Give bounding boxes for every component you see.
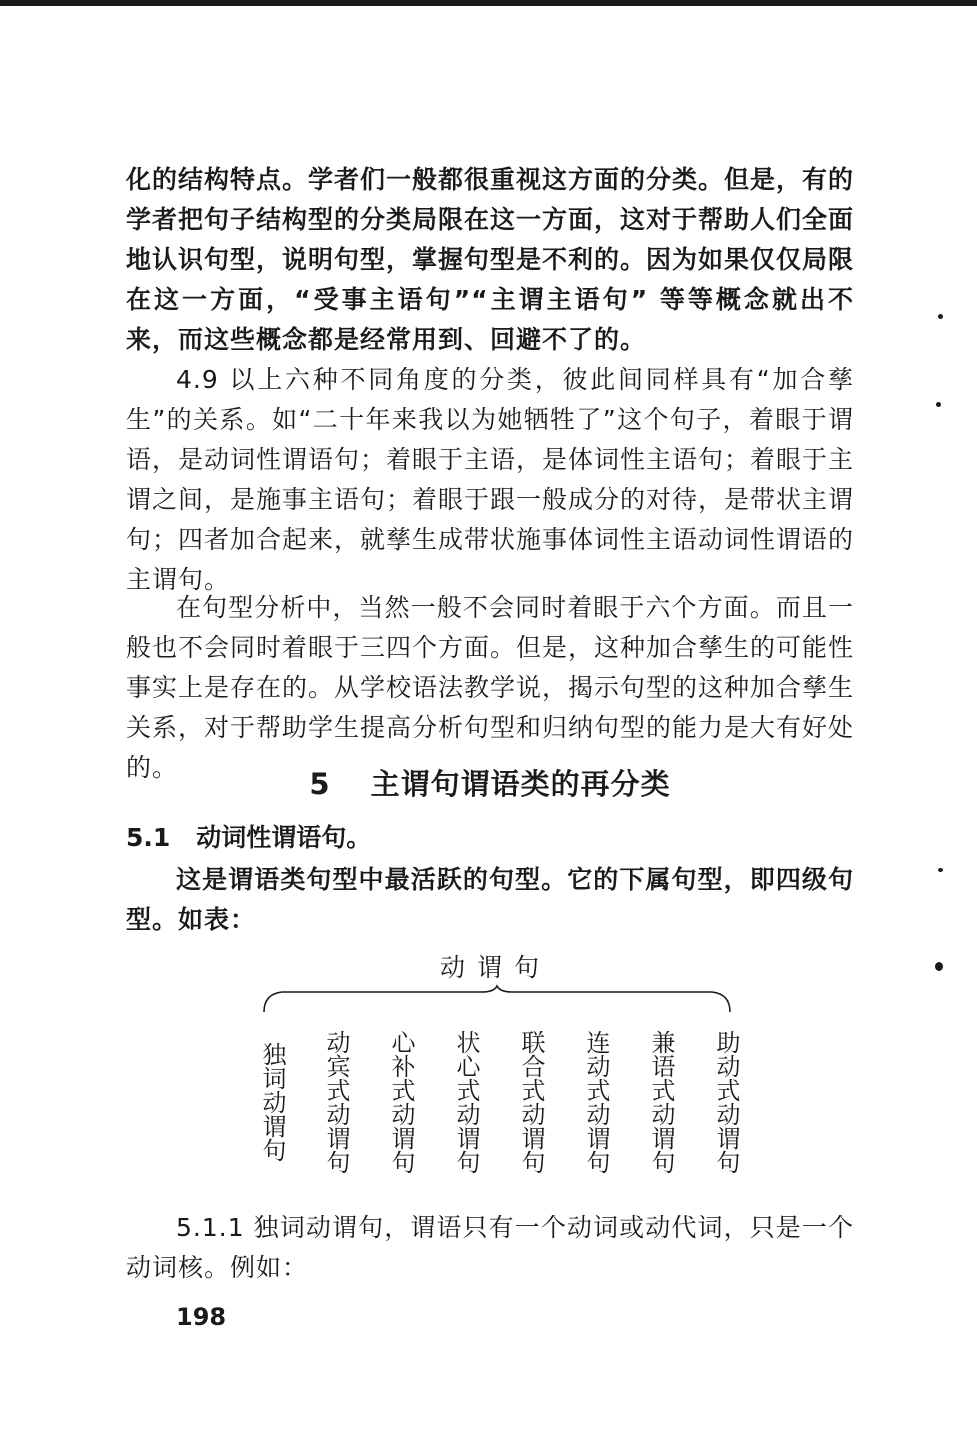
sentence-type-4: 联合式动谓句 bbox=[517, 1030, 545, 1174]
table-title: 动谓句 bbox=[440, 953, 552, 982]
scan-speck bbox=[938, 314, 943, 319]
sentence-type-2: 心补式动谓句 bbox=[387, 1030, 415, 1174]
section-number: 5 bbox=[309, 767, 331, 801]
scan-speck bbox=[938, 868, 943, 872]
sentence-type-6: 兼语式动谓句 bbox=[647, 1030, 675, 1174]
top-border-rule bbox=[0, 0, 977, 6]
scan-speck bbox=[936, 402, 941, 407]
grouping-brace bbox=[262, 984, 732, 1014]
sentence-type-3: 状心式动谓句 bbox=[452, 1030, 480, 1174]
paragraph-5-1: 这是谓语类句型中最活跃的句型。它的下属句型，即四级句型。如表： bbox=[126, 865, 854, 934]
sentence-type-7: 助动式动谓句 bbox=[712, 1030, 740, 1174]
section-heading bbox=[126, 762, 854, 806]
paragraph-analysis: 在句型分析中，当然一般不会同时着眼于六个方面。而且一般也不会同时着眼于三四个方面。但是，这种加合孳生的可能性事实上是存在的。从学校语法教学说，揭示句型的这种加合孳生关系，对于帮助学生提高分析句型和归纳句型的能力是大有好处的。 bbox=[126, 593, 855, 782]
section-title: 主谓句谓语类的再分类 bbox=[370, 767, 671, 801]
subsection-number: 5.1 bbox=[126, 823, 171, 852]
sentence-type-0: 独词动谓句 bbox=[258, 1042, 286, 1162]
paragraph-intro: 化的结构特点。学者们一般都很重视这方面的分类。但是，有的学者把句子结构型的分类局限在这一方面，这对于帮助人们全面地认识句型，说明句型，掌握句型是不利的。因为如果仅仅局限在这一方面，“受事主语句”“主谓主语句” 等等概念就出不来，而这些概念都是经常用到、回避不了的。 bbox=[126, 165, 855, 354]
subsection-heading bbox=[126, 818, 371, 858]
page-number: 198 bbox=[176, 1303, 227, 1331]
scan-speck bbox=[935, 962, 943, 971]
subsection-title: 动词性谓语句。 bbox=[196, 823, 372, 852]
paragraph-5-1-1: 5.1.1 独词动谓句，谓语只有一个动词或动代词，只是一个动词核。例如： bbox=[126, 1213, 854, 1282]
sentence-type-1: 动宾式动谓句 bbox=[322, 1030, 350, 1174]
paragraph-4-9: 4.9 以上六种不同角度的分类，彼此间同样具有“加合孳生”的关系。如“二十年来我以为她牺牲了”这个句子，着眼于谓语，是动词性谓语句；着眼于主语，是体词性主语句；着眼于主谓之间，是施事主语句；着眼于跟一般成分的对待，是带状主谓句；四者加合起来，就孳生成带状施事体词性主语动词性谓语的主谓句。 bbox=[126, 365, 855, 594]
sentence-type-5: 连动式动谓句 bbox=[582, 1030, 610, 1174]
